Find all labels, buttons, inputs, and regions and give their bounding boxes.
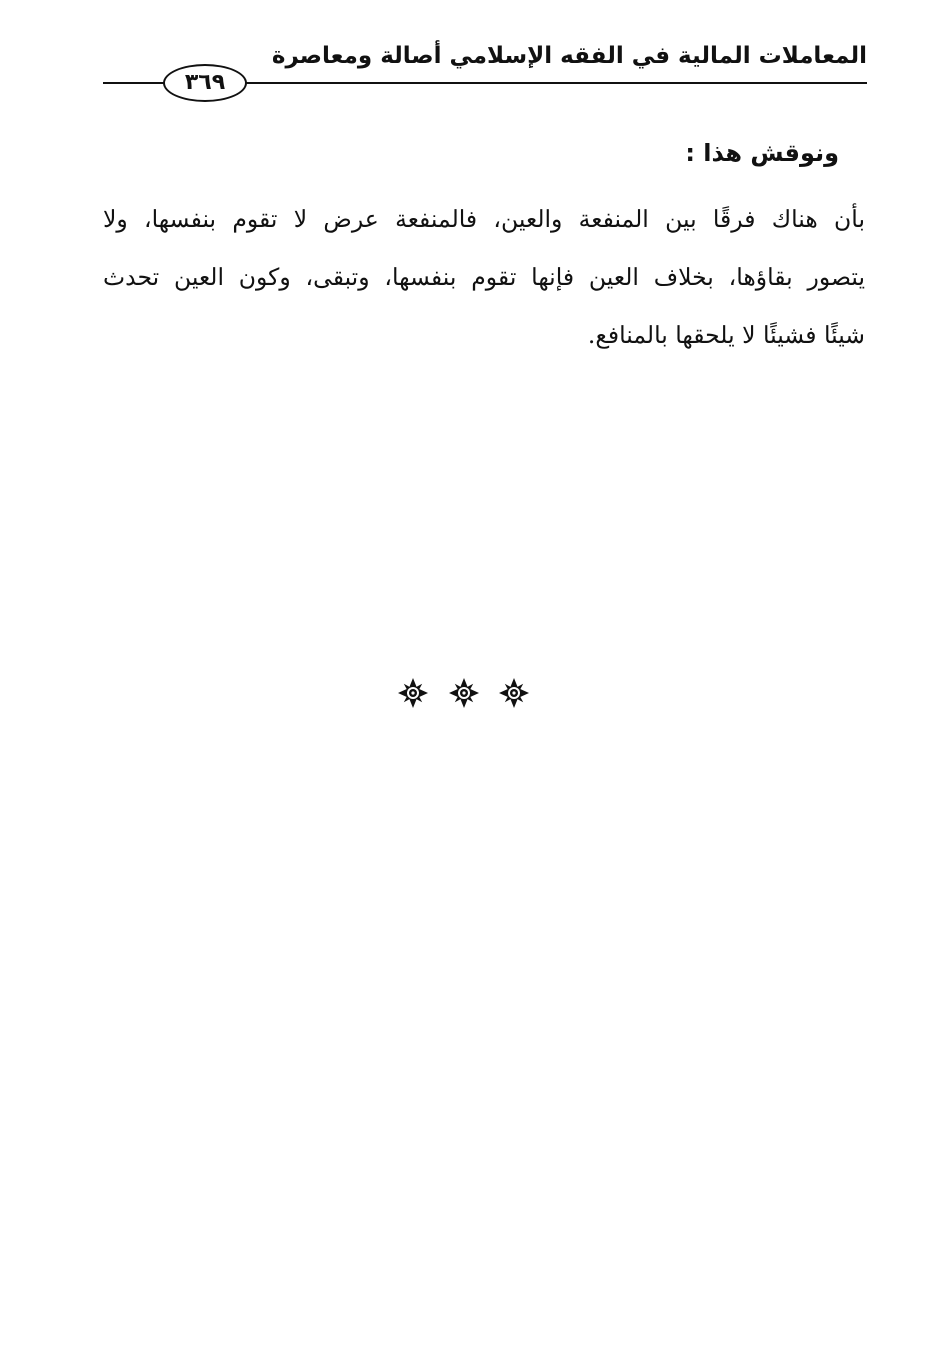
floral-star-icon [497,676,531,710]
paragraph-line: بأن هناك فرقًا بين المنفعة والعين، فالمنفعة عرض لا تقوم بنفسها، ولا [103,205,865,233]
floral-star-icon [447,676,481,710]
running-header-title: المعاملات المالية في الفقه الإسلامي أصالة ومعاصرة [271,43,867,69]
section-end-ornaments [396,676,531,710]
section-heading: ونوقش هذا : [685,139,839,167]
paragraph-line: شيئًا فشيئًا لا يلحقها بالمنافع. [587,321,865,349]
body-paragraph [103,190,865,364]
paragraph-line: يتصور بقاؤها، بخلاف العين فإنها تقوم بنفسها، وتبقى، وكون العين تحدث [103,263,865,291]
page-number: ٣٦٩ [163,64,247,102]
floral-star-icon [396,676,430,710]
